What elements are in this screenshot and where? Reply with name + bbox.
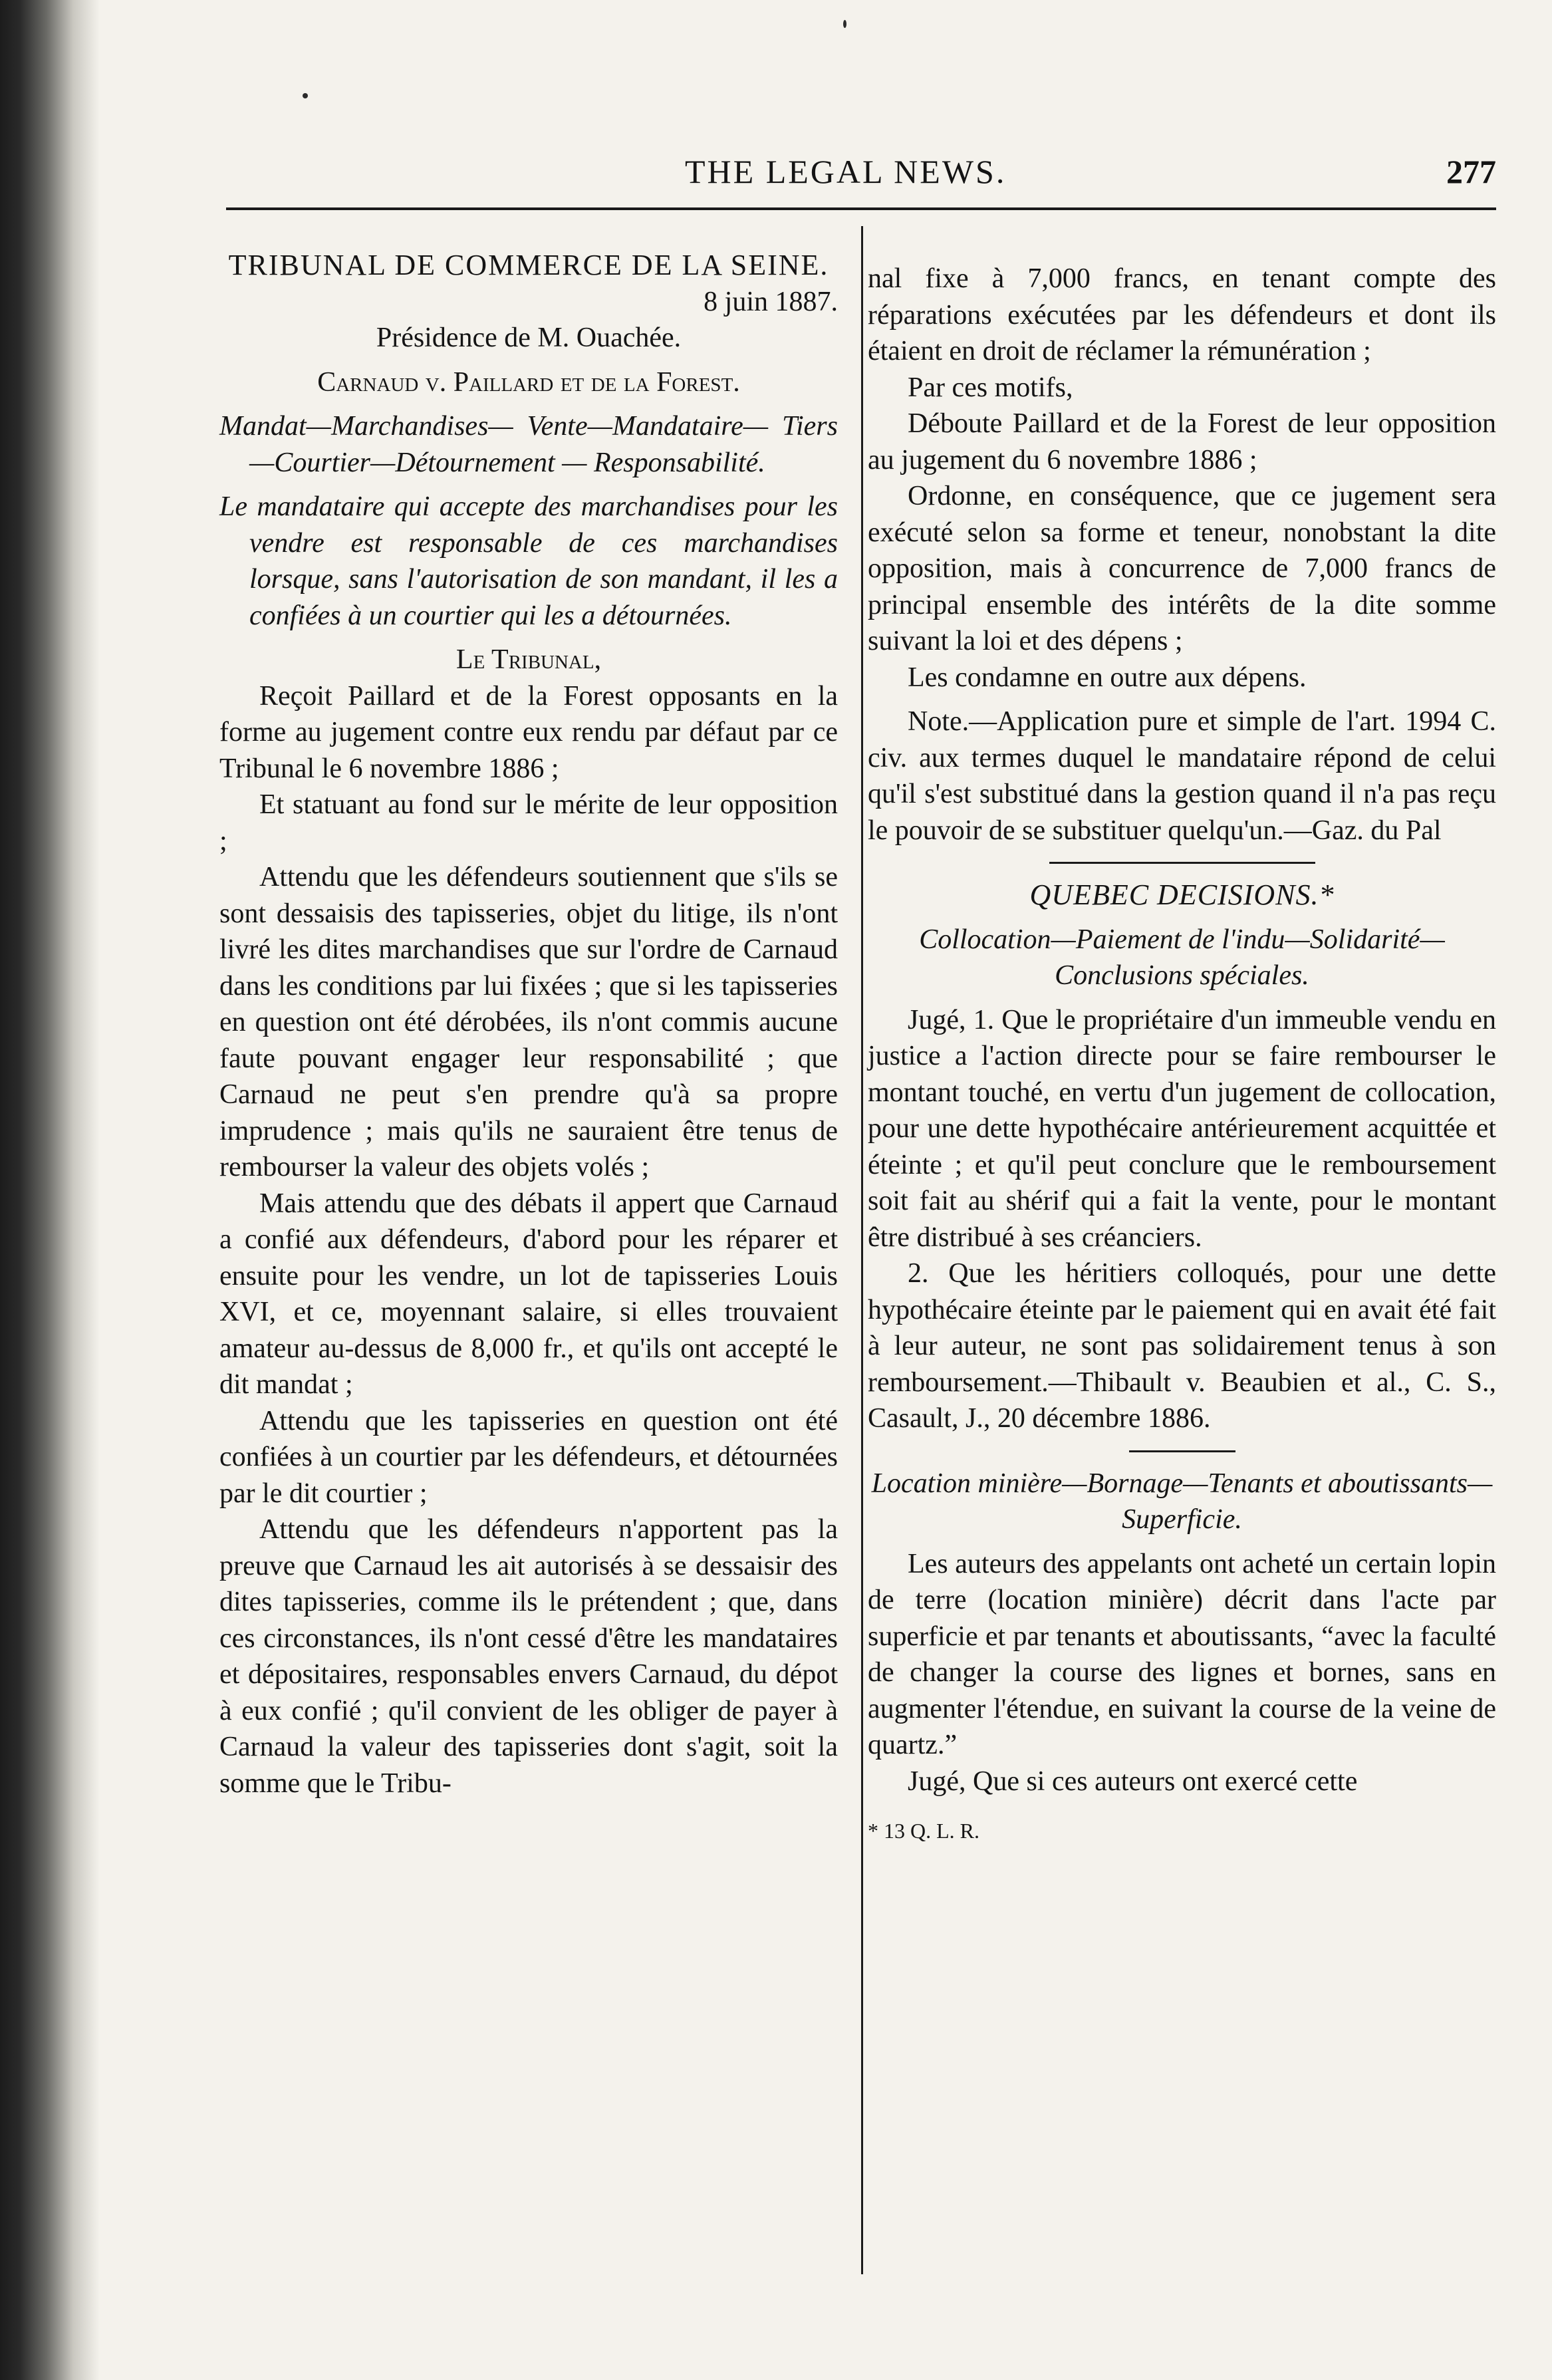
decision-point: 2. Que les héritiers colloqués, pour une dette hypothécaire éteinte par le paiement qui en avait été fait à leur auteur, ne sont pas solidairement tenus à son remboursement.—Thibault v. Beaubien et al., C. S., Casault, J., 20 décembre 1886. <box>868 1258 1496 1434</box>
case-keywords: Collocation—Paiement de l'indu—Solidarité— Conclusions spéciales. <box>919 924 1445 991</box>
case-divider <box>1129 1450 1235 1452</box>
judgment-paragraph: Attendu que les défendeurs n'apportent pas la preuve que Carnaud les ait autorisés à se dessaisir des dites tapisseries, comme ils le prétendent ; que, dans ces circonstances, ils n'ont cessé d'être les mandataires et dépositaires, responsables envers Carnaud, du dépot à eux confié ; qu'il convient de les obliger de payer à Carnaud la valeur des tapisseries dont s'agit, soit la somme que le Tribu- <box>219 1514 838 1799</box>
dispositif-paragraph: Les condamne en outre aux dépens. <box>908 662 1307 693</box>
running-title: THE LEGAL NEWS. <box>685 153 1007 190</box>
judgment-paragraph: Attendu que les défendeurs soutiennent que s'ils se sont dessaisis des tapisseries, objet du litige, ils n'ont livré les dites marchandises que sur l'ordre de Carnaud dans les conditions par lui fixées ; que si les tapisseries en question ont été dérobées, ils n'ont commis aucune faute pouvant engager leur responsabilité ; que Carnaud ne peut s'en prendre qu'à sa propre imprudence ; mais qu'ils ne sauraient être tenus de rembourser la valeur des objets volés ; <box>219 862 838 1182</box>
case-caption: Carnaud v. Paillard et de la Forest. <box>317 366 740 398</box>
judgment-date: 8 juin 1887. <box>704 286 838 317</box>
header-rule <box>226 207 1496 210</box>
page-header <box>226 150 1496 196</box>
court-speaker: Le Tribunal, <box>455 644 602 675</box>
case-holding: Le mandataire qui accepte des marchandises pour les vendre est responsable de ces marchandises lorsque, sans l'autorisation de son mandant, il les a confiées à un courtier qui les a détournées. <box>219 491 838 631</box>
left-column <box>219 247 838 1801</box>
editor-note: Note.—Application pure et simple de l'art. 1994 C. civ. aux termes duquel le mandataire répond de celui qu'il s'est substitué dans la gestion quand il n'a pas reçu le pouvoir de se substituer quelqu'un.—Gaz. du Pal <box>868 706 1496 846</box>
scan-speck <box>303 93 308 98</box>
presidency: Présidence de M. Ouachée. <box>376 323 682 353</box>
judgment-paragraph: Reçoit Paillard et de la Forest opposants en la forme au jugement contre eux rendu par défaut par ce Tribunal le 6 novembre 1886 ; <box>219 680 838 784</box>
court-title: TRIBUNAL DE COMMERCE DE LA SEINE. <box>228 249 829 281</box>
judgment-paragraph: Attendu que les tapisseries en question ont été confiées à un courtier par les défendeurs, et détournées par le dit courtier ; <box>219 1405 838 1509</box>
decision-point: Jugé, Que si ces auteurs ont exercé cette <box>908 1766 1358 1797</box>
footnote: * 13 Q. L. R. <box>868 1819 979 1843</box>
dispositif-paragraph: Ordonne, en conséquence, que ce jugement sera exécuté selon sa forme et teneur, nonobstant la dite opposition, mais à concurrence de 7,000 francs de principal ensemble des intérêts de la dite somme suivant la loi et des dépens ; <box>868 481 1496 656</box>
motifs: Par ces motifs, <box>908 372 1073 403</box>
judgment-paragraph: Et statuant au fond sur le mérite de leur opposition ; <box>219 789 838 857</box>
decision-point: Jugé, 1. Que le propriétaire d'un immeuble vendu en justice a l'action directe pour se faire rembourser le montant touché, en vertu d'un jugement de collocation, pour une dette hypothécaire antérieurement acquittée et éteinte ; et qu'il peut conclure que le remboursement soit fait au shérif qui a fait la vente, pour le montant être distribué à ses créanciers. <box>868 1004 1496 1253</box>
scanned-binding-edge <box>0 0 100 2380</box>
case-keywords: Mandat—Marchandises— Vente—Mandataire— Tiers—Courtier—Détournement — Responsabilité. <box>219 411 838 478</box>
section-divider <box>1049 862 1315 864</box>
section-title: QUEBEC DECISIONS.* <box>1029 878 1335 911</box>
scan-speck <box>843 20 846 28</box>
page-number: 277 <box>1446 153 1496 190</box>
column-rule <box>861 226 863 2274</box>
case-keywords: Location minière—Bornage—Tenants et aboutissants—Superficie. <box>871 1468 1493 1535</box>
right-column <box>868 261 1496 1849</box>
case-summary: Les auteurs des appelants ont acheté un certain lopin de terre (location minière) décrit dans l'acte par superficie et par tenants et aboutissants, “avec la faculté de changer la course des lignes et bornes, sans en augmenter l'étendue, en suivant la course de la veine de quartz.” <box>868 1548 1496 1760</box>
judgment-paragraph: Mais attendu que des débats il appert que Carnaud a confié aux défendeurs, d'abord pour les réparer et ensuite pour les vendre, un lot de tapisseries Louis XVI, et ce, moyennant salaire, si elles trouvaient amateur au-dessus de 8,000 fr., et qu'ils ont accepté le dit mandat ; <box>219 1188 838 1400</box>
dispositif-paragraph: Déboute Paillard et de la Forest de leur opposition au jugement du 6 novembre 1886 ; <box>868 408 1496 475</box>
judgment-continuation: nal fixe à 7,000 francs, en tenant compte des réparations exécutées par les défendeurs et dont ils étaient en droit de réclamer la rémunération ; <box>868 263 1496 366</box>
